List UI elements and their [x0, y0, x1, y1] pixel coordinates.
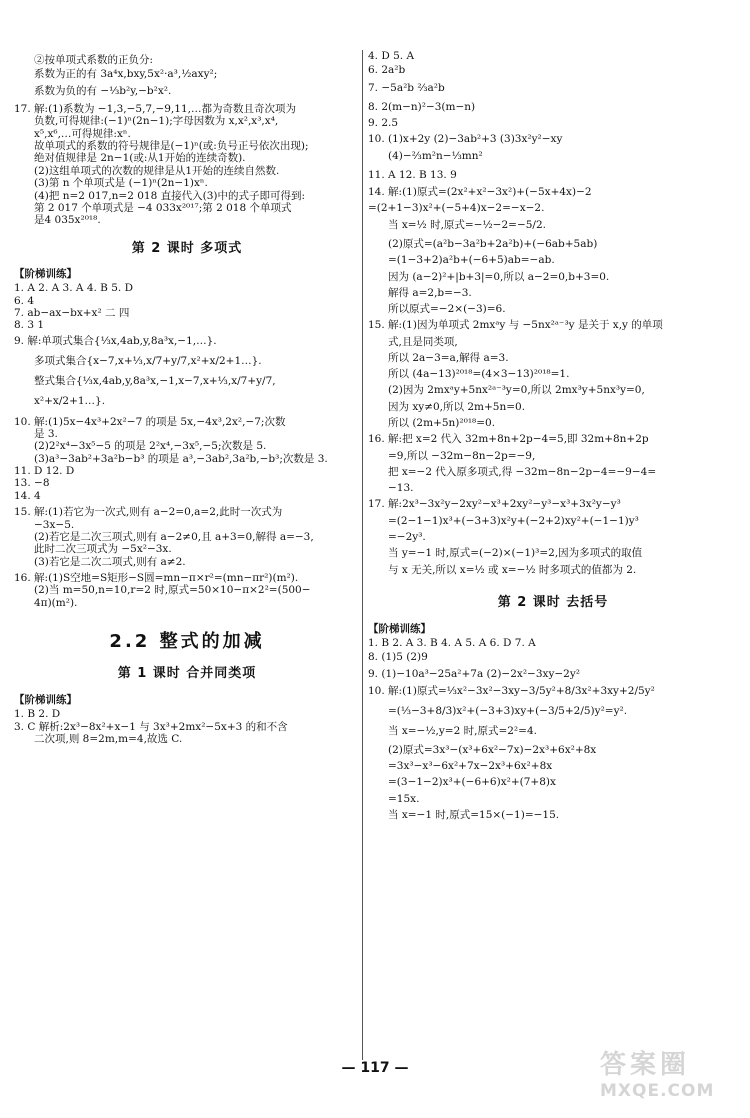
answer-line: 6. 2a²b: [368, 64, 406, 77]
answer-line: 17. 解:2x³−3x²y−2xy²−x³+2xy²−y³−x³+3x²y−y³: [368, 498, 621, 511]
answer-line: (2)当 m=50,n=10,r=2 时,原式=50×10−π×2²=(500−: [34, 584, 311, 597]
answer-line: 是4 035x²⁰¹⁸.: [34, 214, 101, 227]
answer-line: 8. 2(m−n)²−3(m−n): [368, 100, 476, 113]
answer-line: 与 x 无关,所以 x=½ 或 x=−½ 时多项式的值都为 2.: [388, 564, 637, 577]
answer-line: (2)2²x⁴−3x⁵−5 的项是 2²x⁴,−3x⁵,−5;次数是 5.: [34, 440, 267, 453]
answer-line: 多项式集合{x−7,x+⅓,x/7+y/7,x²+x/2+1…}.: [34, 354, 262, 367]
answer-line: 15. 解:(1)因为单项式 2mxᵃy 与 −5nx²ᵃ⁻³y 是关于 x,y 的单项: [368, 319, 663, 332]
answer-line: 整式集合{⅓x,4ab,y,8a³x,−1,x−7,x+⅓,x/7+y/7,: [34, 374, 276, 387]
answer-line: 9. 2.5: [368, 116, 399, 129]
answer-line: −3x−5.: [34, 518, 75, 531]
training-tag: 【阶梯训练】: [368, 622, 431, 635]
answer-line: 把 x=−2 代入原多项式,得 −32m−8n−2p−4=−9−4=: [388, 465, 657, 478]
answer-line: 1. A 2. A 3. A 4. B 5. D: [14, 282, 134, 295]
left-column: [14, 50, 360, 745]
answer-line: x²+x/2+1…}.: [34, 394, 106, 407]
answer-line: 因为 xy≠0,所以 2m+5n=0.: [388, 400, 526, 413]
answer-line: 系数为负的有 −⅓b²y,−b²x².: [34, 84, 172, 97]
answer-line: 是 3.: [34, 427, 58, 440]
answer-line: =−2y³.: [388, 530, 426, 543]
answer-line: (3)若它是二次二项式,则有 a≠2.: [34, 555, 186, 568]
answer-line: (2)因为 2mxᵃy+5nx²ᵃ⁻³y=0,所以 2mx³y+5nx³y=0,: [388, 384, 645, 397]
answer-line: (3)a³−3ab²+3a²b−b³ 的项是 a³,−3ab²,3a²b,−b³;次数是 3.: [34, 452, 328, 465]
answer-line: 此时二次三项式为 −5x²−3x.: [34, 543, 172, 556]
answer-line: 4. D 5. A: [368, 50, 415, 62]
answer-line: =(⅓−3+8/3)x²+(−3+3)xy+(−3/5+2/5)y²=y².: [388, 704, 628, 717]
answer-line: (4)把 n=2 017,n=2 018 直接代入(3)中的式子即可得到:: [34, 189, 306, 202]
training-tag: 【阶梯训练】: [14, 267, 77, 280]
answer-line: 1. B 2. A 3. B 4. A 5. A 6. D 7. A: [368, 637, 536, 649]
watermark-top-text: 答案圈: [600, 1050, 691, 1080]
answer-line: =(2+1−3)x²+(−5+4)x−2=−x−2.: [368, 201, 545, 214]
answer-line: 当 x=−½,y=2 时,原式=2²=4.: [388, 724, 537, 737]
answer-line: 解得 a=2,b=−3.: [388, 286, 472, 299]
answer-line: x⁵,x⁶,…可得规律:xⁿ.: [34, 127, 131, 140]
answer-line: =9,所以 −32m−8n−2p=−9,: [388, 449, 536, 462]
answer-line: 二次项,则 8=2m,m=4,故选 C.: [34, 732, 183, 745]
lesson-heading: 第 1 课时 合并同类项: [117, 666, 257, 682]
answer-line: 当 y=−1 时,原式=(−2)×(−1)³=2,因为多项式的取值: [388, 547, 643, 560]
watermark-logo: [600, 1050, 740, 1112]
lesson-heading: 第 2 课时 多项式: [131, 240, 243, 256]
answer-line: ②按单项式系数的正负分:: [34, 54, 154, 66]
answer-line: =(2−1−1)x³+(−3+3)x²y+(−2+2)xy²+(−1−1)y³: [388, 514, 639, 527]
answer-line: 16. 解:(1)S空地=S矩形−S圆=mn−π×r²=(mn−πr²)(m²).: [14, 572, 299, 585]
answer-line: 8. (1)5 (2)9: [368, 651, 428, 664]
answer-line: 负数,可得规律:(−1)ⁿ(2n−1);字母因数为 x,x²,x³,x⁴,: [34, 115, 279, 128]
answer-line: 6. 4: [14, 294, 35, 307]
answer-line: 13. −8: [14, 477, 50, 490]
answer-line: 17. 解:(1)系数为 −1,3,−5,7,−9,11,…都为奇数且奇次项为: [14, 102, 296, 115]
answer-line: =(3−1−2)x³+(−6+6)x²+(7+8)x: [388, 776, 556, 789]
answer-line: 绝对值规律是 2n−1(或:从1开始的连续奇数).: [34, 152, 246, 165]
answer-line: 7. ab−ax−bx+x² 二 四: [14, 307, 130, 320]
answer-line: 所以 2a−3=a,解得 a=3.: [388, 351, 509, 364]
answer-line: 因为 (a−2)²+|b+3|=0,所以 a−2=0,b+3=0.: [388, 270, 610, 283]
answer-line: 11. D 12. D: [14, 465, 75, 478]
watermark-bottom-text: MXQE.COM: [600, 1080, 715, 1101]
answer-line: (2)这组单项式的次数的规律是从1开始的连续自然数.: [34, 164, 280, 177]
answer-line: (2)若它是二次三项式,则有 a−2≠0,且 a+3=0,解得 a=−3,: [34, 530, 314, 543]
answer-line: 第 2 017 个单项式是 −4 033x²⁰¹⁷;第 2 018 个单项式: [34, 201, 292, 214]
answer-line: 14. 解:(1)原式=(2x²+x²−3x²)+(−5x+4x)−2: [368, 185, 592, 198]
column-divider: [362, 50, 363, 1060]
answer-line: 10. 解:(1)原式=⅓x²−3x²−3xy−3/5y²+8/3x²+3xy+2/5y²: [368, 684, 655, 697]
answer-line: 7. −5a²b ⅔a²b: [368, 81, 445, 94]
answer-line: =3x³−x³−6x²+7x−2x³+6x²+8x: [388, 759, 553, 772]
answer-line: =15x.: [388, 792, 420, 805]
answer-line: 系数为正的有 3a⁴x,bxy,5x²·a³,½axy²;: [34, 68, 218, 81]
answer-line: (2)原式=(a²b−3a²b+2a²b)+(−6ab+5ab): [388, 238, 598, 251]
answer-line: (3)第 n 个单项式是 (−1)ⁿ(2n−1)xⁿ.: [34, 177, 208, 190]
answer-line: 所以 (4a−13)²⁰¹⁸=(4×3−13)²⁰¹⁸=1.: [388, 368, 570, 381]
answer-line: 当 x=−1 时,原式=15×(−1)=−15.: [388, 808, 560, 821]
answer-line: 10. 解:(1)5x−4x³+2x²−7 的项是 5x,−4x³,2x²,−7;次数: [14, 415, 286, 428]
answer-line: 式,且是同类项,: [388, 335, 458, 348]
answer-line: 16. 解:把 x=2 代入 32m+8n+2p−4=5,即 32m+8n+2p: [368, 433, 649, 446]
answer-line: (2)原式=3x³−(x³+6x²−7x)−2x³+6x²+8x: [388, 743, 597, 756]
page-number: — 117 —: [341, 1060, 409, 1076]
answer-line: 14. 4: [14, 489, 41, 502]
answer-line: 9. (1)−10a³−25a²+7a (2)−2x²−3xy−2y²: [368, 667, 580, 680]
answer-line: 1. B 2. D: [14, 708, 61, 721]
answer-line: −13.: [388, 482, 414, 495]
answer-line: 8. 3 1: [14, 319, 45, 332]
answer-line: 所以 (2m+5n)²⁰¹⁸=0.: [388, 416, 496, 429]
lesson-heading: 第 2 课时 去括号: [497, 595, 609, 611]
answer-line: 11. A 12. B 13. 9: [368, 169, 457, 182]
section-heading: 2.2 整式的加减: [109, 631, 265, 653]
answer-line: 所以原式=−2×(−3)=6.: [388, 303, 506, 316]
answer-line: 3. C 解析:2x³−8x²+x−1 与 3x³+2mx²−5x+3 的和不含: [14, 720, 288, 733]
answer-line: =(1−3+2)a²b+(−6+5)ab=−ab.: [388, 254, 555, 267]
answer-line: (4)−⅔m²n−⅓mn²: [388, 150, 483, 163]
answer-line: 4π)(m²).: [34, 596, 78, 609]
answer-line: 当 x=½ 时,原式=−½−2=−5/2.: [388, 219, 546, 232]
answer-line: 9. 解:单项式集合{⅓x,4ab,y,8a³x,−1,…}.: [14, 334, 217, 347]
right-column: [368, 50, 738, 823]
answer-line: 15. 解:(1)若它为一次式,则有 a−2=0,a=2,此时一次式为: [14, 506, 283, 519]
training-tag: 【阶梯训练】: [14, 693, 77, 706]
answer-line: 故单项式的系数的符号规律是(−1)ⁿ(或:负号正号依次出现);: [34, 140, 309, 153]
answer-line: 10. (1)x+2y (2)−3ab²+3 (3)3x²y²−xy: [368, 133, 563, 146]
